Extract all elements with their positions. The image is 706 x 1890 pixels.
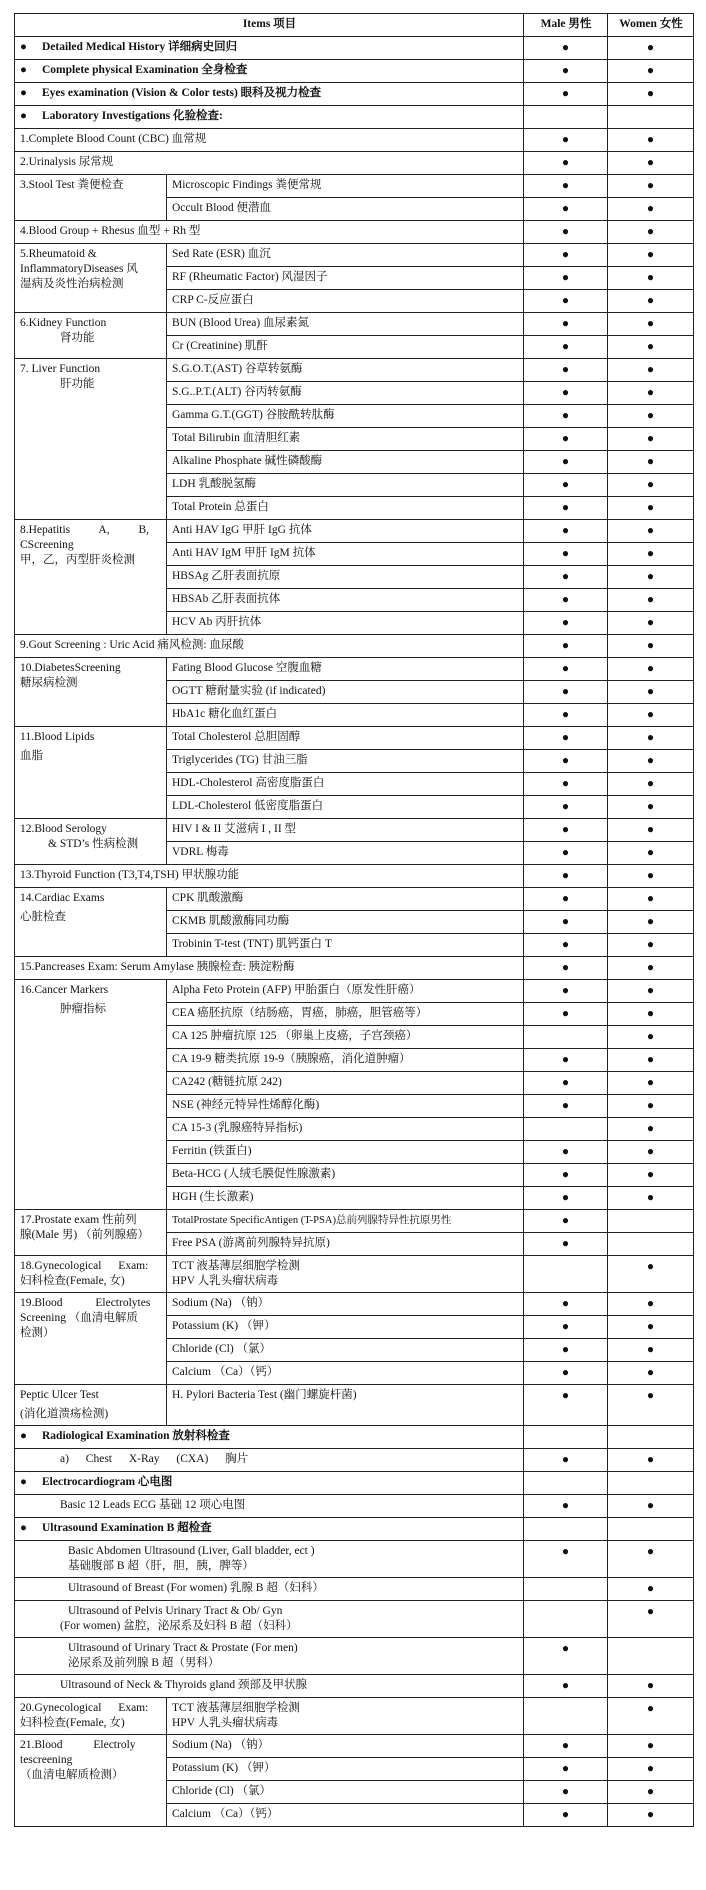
group-label: 12.Blood Serology & STD’s 性病检测 — [15, 819, 167, 865]
women-mark: ● — [608, 543, 694, 566]
item-cell: TotalProstate SpecificAntigen (T-PSA)总前列腺特异性抗原男性 — [167, 1210, 524, 1233]
male-mark: ● — [524, 566, 608, 589]
item-cell: ● Eyes examination (Vision & Color tests) 眼科及视力检查 — [15, 83, 524, 106]
group-label: 17.Prostate exam 性前列 腺(Male 男) （前列腺癌） — [15, 1210, 167, 1256]
item-cell: Anti HAV IgM 甲肝 IgM 抗体 — [167, 543, 524, 566]
table-row — [15, 359, 694, 382]
group-label: 5.Rheumatoid & InflammatoryDiseases 风 湿病及炎性治病检测 — [15, 244, 167, 313]
table-row — [15, 520, 694, 543]
header-women: Women 女性 — [608, 14, 694, 37]
women-mark: ● — [608, 1164, 694, 1187]
table-row — [15, 1449, 694, 1472]
women-mark: ● — [608, 1003, 694, 1026]
item-cell: CA242 (糖链抗原 242) — [167, 1072, 524, 1095]
women-mark: ● — [608, 1601, 694, 1638]
women-mark: ● — [608, 1072, 694, 1095]
item-cell: 2.Urinalysis 尿常规 — [15, 152, 524, 175]
group-label: 16.Cancer Markers 肿瘤指标 — [15, 980, 167, 1210]
item-cell: Ultrasound of Pelvis Urinary Tract & Ob/ Gyn (For women) 盆腔，泌尿系及妇科 B 超（妇科） — [15, 1601, 524, 1638]
women-mark: ● — [608, 865, 694, 888]
item-cell: Basic Abdomen Ultrasound (Liver, Gall bladder, ect ) 基础腹部 B 超（肝，胆，胰，脾等） — [15, 1541, 524, 1578]
item-cell: Occult Blood 便潜血 — [167, 198, 524, 221]
women-mark: ● — [608, 1095, 694, 1118]
item-cell: Trobinin T-test (TNT) 肌钙蛋白 T — [167, 934, 524, 957]
item-cell: Sodium (Na) （钠） — [167, 1293, 524, 1316]
women-mark: ● — [608, 221, 694, 244]
item-cell: OGTT 糖耐量实验 (if indicated) — [167, 681, 524, 704]
women-mark: ● — [608, 957, 694, 980]
male-mark: ● — [524, 1638, 608, 1675]
male-mark: ● — [524, 1541, 608, 1578]
women-mark: ● — [608, 497, 694, 520]
item-cell: Potassium (K) （钾） — [167, 1758, 524, 1781]
item-cell: 15.Pancreases Exam: Serum Amylase 胰腺检查: 胰淀粉酶 — [15, 957, 524, 980]
item-cell: 1.Complete Blood Count (CBC) 血常规 — [15, 129, 524, 152]
item-cell: 9.Gout Screening : Uric Acid 痛风检测: 血尿酸 — [15, 635, 524, 658]
item-cell: 4.Blood Group + Rhesus 血型 + Rh 型 — [15, 221, 524, 244]
group-label: 21.Blood Electroly tescreening （血清电解质检测） — [15, 1735, 167, 1827]
women-mark: ● — [608, 612, 694, 635]
group-label: 14.Cardiac Exams 心脏检查 — [15, 888, 167, 957]
item-cell: Potassium (K) （钾） — [167, 1316, 524, 1339]
item-cell: HDL-Cholesterol 高密度脂蛋白 — [167, 773, 524, 796]
item-cell: Cr (Creatinine) 肌酐 — [167, 336, 524, 359]
item-cell: Alkaline Phosphate 碱性磷酸酶 — [167, 451, 524, 474]
table-row — [15, 313, 694, 336]
table-row — [15, 152, 694, 175]
section-heading: ● Radiological Examination 放射科检查 — [15, 1426, 524, 1449]
male-mark: ● — [524, 1293, 608, 1316]
male-mark: ● — [524, 957, 608, 980]
bullet-icon: ● — [20, 1522, 27, 1534]
women-mark: ● — [608, 727, 694, 750]
table-row — [15, 106, 694, 129]
women-mark: ● — [608, 934, 694, 957]
male-mark: ● — [524, 83, 608, 106]
male-mark: ● — [524, 1385, 608, 1426]
table-row — [15, 819, 694, 842]
item-cell: CA 19-9 糖类抗原 19-9（胰腺癌，消化道肿瘤） — [167, 1049, 524, 1072]
item-cell: a) Chest X-Ray (CXA) 胸片 — [15, 1449, 524, 1472]
item-cell: 13.Thyroid Function (T3,T4,TSH) 甲状腺功能 — [15, 865, 524, 888]
item-cell: CEA 癌胚抗原（结肠癌，胃癌，肺癌，胆管癌等） — [167, 1003, 524, 1026]
male-mark: ● — [524, 244, 608, 267]
item-cell: Total Bilirubin 血清胆红素 — [167, 428, 524, 451]
table-row — [15, 957, 694, 980]
item-cell: LDH 乳酸脱氢酶 — [167, 474, 524, 497]
table-row — [15, 1541, 694, 1578]
women-mark: ● — [608, 267, 694, 290]
group-label: 6.Kidney Function 肾功能 — [15, 313, 167, 359]
table-row — [15, 244, 694, 267]
group-label: 18.Gynecological Exam: 妇科检查(Female, 女) — [15, 1256, 167, 1293]
male-mark: ● — [524, 267, 608, 290]
table-row — [15, 37, 694, 60]
item-cell: Chloride (Cl) （氯） — [167, 1339, 524, 1362]
women-mark: ● — [608, 83, 694, 106]
group-label: 3.Stool Test 粪便检查 — [15, 175, 167, 221]
women-mark: ● — [608, 681, 694, 704]
women-mark: ● — [608, 405, 694, 428]
table-row — [15, 658, 694, 681]
item-cell: Basic 12 Leads ECG 基础 12 项心电图 — [15, 1495, 524, 1518]
bullet-icon: ● — [20, 87, 27, 99]
table-row — [15, 980, 694, 1003]
male-mark: ● — [524, 1141, 608, 1164]
item-cell: Calcium （Ca）（钙） — [167, 1362, 524, 1385]
women-mark: ● — [608, 1385, 694, 1426]
item-cell: CPK 肌酸激酶 — [167, 888, 524, 911]
item-cell: Chloride (Cl) （氯） — [167, 1781, 524, 1804]
women-mark: ● — [608, 888, 694, 911]
item-cell: Sodium (Na) （钠） — [167, 1735, 524, 1758]
male-mark: ● — [524, 474, 608, 497]
women-mark: ● — [608, 980, 694, 1003]
male-mark: ● — [524, 750, 608, 773]
header-male: Male 男性 — [524, 14, 608, 37]
item-cell: CKMB 肌酸激酶同功酶 — [167, 911, 524, 934]
women-mark: ● — [608, 773, 694, 796]
item-cell: S.G..P.T.(ALT) 谷丙转氨酶 — [167, 382, 524, 405]
item-cell: HBSAb 乙肝表面抗体 — [167, 589, 524, 612]
women-mark: ● — [608, 842, 694, 865]
women-mark: ● — [608, 1026, 694, 1049]
women-mark: ● — [608, 819, 694, 842]
table-row — [15, 1735, 694, 1758]
male-mark: ● — [524, 382, 608, 405]
bullet-icon: ● — [20, 41, 27, 53]
table-row — [15, 1293, 694, 1316]
group-label: 19.Blood Electrolytes Screening （血清电解质 检测） — [15, 1293, 167, 1385]
women-mark: ● — [608, 635, 694, 658]
table-row — [15, 865, 694, 888]
male-mark: ● — [524, 842, 608, 865]
male-mark: ● — [524, 1758, 608, 1781]
item-cell: LDL-Cholesterol 低密度脂蛋白 — [167, 796, 524, 819]
male-mark: ● — [524, 1449, 608, 1472]
item-cell: TCT 液基薄层细胞学检测 HPV 人乳头瘤状病毒 — [167, 1256, 524, 1293]
male-mark: ● — [524, 1675, 608, 1698]
table-row — [15, 1675, 694, 1698]
item-cell: Total Cholesterol 总胆固醇 — [167, 727, 524, 750]
item-cell: HCV Ab 丙肝抗体 — [167, 612, 524, 635]
male-mark: ● — [524, 1735, 608, 1758]
item-cell: VDRL 梅毒 — [167, 842, 524, 865]
bullet-icon: ● — [20, 1476, 27, 1488]
item-cell: H. Pylori Bacteria Test (幽门螺旋杆菌) — [167, 1385, 524, 1426]
item-cell: S.G.O.T.(AST) 谷草转氨酶 — [167, 359, 524, 382]
women-mark: ● — [608, 175, 694, 198]
group-label: 20.Gynecological Exam: 妇科检查(Female, 女) — [15, 1698, 167, 1735]
male-mark: ● — [524, 1781, 608, 1804]
male-mark: ● — [524, 1233, 608, 1256]
table-row — [15, 221, 694, 244]
item-cell: Free PSA (游离前列腺特异抗原) — [167, 1233, 524, 1256]
item-cell: Ultrasound of Neck & Thyroids gland 颈部及甲状腺 — [15, 1675, 524, 1698]
women-mark: ● — [608, 1449, 694, 1472]
group-label: 7. Liver Function 肝功能 — [15, 359, 167, 520]
male-mark: ● — [524, 934, 608, 957]
women-mark: ● — [608, 704, 694, 727]
table-row — [15, 1601, 694, 1638]
male-mark: ● — [524, 727, 608, 750]
women-mark: ● — [608, 382, 694, 405]
male-mark: ● — [524, 129, 608, 152]
male-mark: ● — [524, 1003, 608, 1026]
male-mark: ● — [524, 865, 608, 888]
male-mark: ● — [524, 198, 608, 221]
header-row — [15, 14, 694, 37]
male-mark: ● — [524, 1210, 608, 1233]
male-mark: ● — [524, 980, 608, 1003]
item-cell: Triglycerides (TG) 甘油三脂 — [167, 750, 524, 773]
male-mark: ● — [524, 221, 608, 244]
male-mark: ● — [524, 520, 608, 543]
male-mark: ● — [524, 1495, 608, 1518]
women-mark: ● — [608, 428, 694, 451]
male-mark: ● — [524, 1804, 608, 1827]
women-mark: ● — [608, 1049, 694, 1072]
women-mark: ● — [608, 911, 694, 934]
male-mark: ● — [524, 635, 608, 658]
male-mark: ● — [524, 1362, 608, 1385]
male-mark: ● — [524, 773, 608, 796]
women-mark: ● — [608, 152, 694, 175]
women-mark: ● — [608, 520, 694, 543]
item-cell: Ultrasound of Breast (For women) 乳腺 B 超（妇科） — [15, 1578, 524, 1601]
women-mark: ● — [608, 1758, 694, 1781]
women-mark: ● — [608, 244, 694, 267]
women-mark: ● — [608, 1316, 694, 1339]
table-row — [15, 1495, 694, 1518]
women-mark: ● — [608, 1495, 694, 1518]
table-row — [15, 1698, 694, 1735]
item-cell: HGH (生长激素) — [167, 1187, 524, 1210]
item-cell: Gamma G.T.(GGT) 谷胺酰转肽酶 — [167, 405, 524, 428]
women-mark: ● — [608, 1256, 694, 1293]
table-row — [15, 1518, 694, 1541]
male-mark: ● — [524, 290, 608, 313]
male-mark: ● — [524, 405, 608, 428]
checkup-items-table — [14, 13, 694, 1827]
item-cell: Sed Rate (ESR) 血沉 — [167, 244, 524, 267]
women-mark: ● — [608, 474, 694, 497]
women-mark: ● — [608, 1578, 694, 1601]
bullet-icon: ● — [20, 1430, 27, 1442]
male-mark: ● — [524, 451, 608, 474]
item-cell: ● Complete physical Examination 全身检查 — [15, 60, 524, 83]
women-mark: ● — [608, 1141, 694, 1164]
item-cell: ● Laboratory Investigations 化验检查: — [15, 106, 524, 129]
women-mark: ● — [608, 359, 694, 382]
item-cell: Fating Blood Glucose 空腹血糖 — [167, 658, 524, 681]
male-mark: ● — [524, 1316, 608, 1339]
male-mark: ● — [524, 428, 608, 451]
women-mark: ● — [608, 1187, 694, 1210]
item-cell: CRP C-反应蛋白 — [167, 290, 524, 313]
male-mark: ● — [524, 681, 608, 704]
male-mark: ● — [524, 152, 608, 175]
women-mark: ● — [608, 589, 694, 612]
male-mark: ● — [524, 1049, 608, 1072]
male-mark: ● — [524, 888, 608, 911]
male-mark: ● — [524, 1095, 608, 1118]
women-mark: ● — [608, 1339, 694, 1362]
table-row — [15, 175, 694, 198]
women-mark: ● — [608, 313, 694, 336]
women-mark: ● — [608, 1541, 694, 1578]
item-cell: BUN (Blood Urea) 血尿素氮 — [167, 313, 524, 336]
table-row — [15, 1638, 694, 1675]
item-cell: NSE (神经元特异性烯醇化酶) — [167, 1095, 524, 1118]
women-mark: ● — [608, 37, 694, 60]
women-mark: ● — [608, 750, 694, 773]
women-mark: ● — [608, 451, 694, 474]
item-cell: CA 125 肿瘤抗原 125 （卵巢上皮癌，子宫颈癌） — [167, 1026, 524, 1049]
male-mark: ● — [524, 1072, 608, 1095]
item-cell: Microscopic Findings 粪便常规 — [167, 175, 524, 198]
male-mark: ● — [524, 336, 608, 359]
women-mark: ● — [608, 1362, 694, 1385]
women-mark: ● — [608, 1804, 694, 1827]
women-mark: ● — [608, 336, 694, 359]
table-row — [15, 888, 694, 911]
group-label: 10.DiabetesScreening 糖尿病检测 — [15, 658, 167, 727]
male-mark: ● — [524, 359, 608, 382]
item-cell: Total Protein 总蛋白 — [167, 497, 524, 520]
item-cell: CA 15-3 (乳腺癌特异指标) — [167, 1118, 524, 1141]
women-mark: ● — [608, 1698, 694, 1735]
women-mark: ● — [608, 129, 694, 152]
women-mark: ● — [608, 198, 694, 221]
male-mark: ● — [524, 313, 608, 336]
item-cell: Ultrasound of Urinary Tract & Prostate (For men) 泌尿系及前列腺 B 超（男科） — [15, 1638, 524, 1675]
item-cell: HIV I & II 艾滋病 I , II 型 — [167, 819, 524, 842]
item-cell: Alpha Feto Protein (AFP) 甲胎蛋白（原发性肝癌） — [167, 980, 524, 1003]
item-cell: Ferritin (铁蛋白) — [167, 1141, 524, 1164]
item-cell: TCT 液基薄层细胞学检测 HPV 人乳头瘤状病毒 — [167, 1698, 524, 1735]
male-mark: ● — [524, 175, 608, 198]
table-row — [15, 1210, 694, 1233]
male-mark: ● — [524, 911, 608, 934]
male-mark: ● — [524, 497, 608, 520]
table-row — [15, 1472, 694, 1495]
women-mark: ● — [608, 658, 694, 681]
women-mark: ● — [608, 290, 694, 313]
bullet-icon: ● — [20, 64, 27, 76]
table-row — [15, 83, 694, 106]
women-mark: ● — [608, 60, 694, 83]
item-cell: RF (Rheumatic Factor) 风湿因子 — [167, 267, 524, 290]
table-row — [15, 1578, 694, 1601]
women-mark: ● — [608, 1781, 694, 1804]
women-mark: ● — [608, 1293, 694, 1316]
male-mark: ● — [524, 60, 608, 83]
section-heading: ● Electrocardiogram 心电图 — [15, 1472, 524, 1495]
women-mark: ● — [608, 796, 694, 819]
item-cell: Beta-HCG (人绒毛膜促性腺激素) — [167, 1164, 524, 1187]
male-mark: ● — [524, 796, 608, 819]
group-label: 8.Hepatitis A, B, CScreening 甲，乙，丙型肝炎检测 — [15, 520, 167, 635]
table-row — [15, 1385, 694, 1426]
women-mark: ● — [608, 1735, 694, 1758]
table-row — [15, 1256, 694, 1293]
male-mark: ● — [524, 1187, 608, 1210]
women-mark: ● — [608, 1675, 694, 1698]
male-mark: ● — [524, 612, 608, 635]
male-mark: ● — [524, 589, 608, 612]
male-mark: ● — [524, 704, 608, 727]
group-label: Peptic Ulcer Test (消化道溃疡检测) — [15, 1385, 167, 1426]
item-cell: ● Detailed Medical History 详细病史回归 — [15, 37, 524, 60]
table-row — [15, 727, 694, 750]
item-cell: Anti HAV IgG 甲肝 IgG 抗体 — [167, 520, 524, 543]
male-mark: ● — [524, 37, 608, 60]
table-row — [15, 635, 694, 658]
table-row — [15, 60, 694, 83]
women-mark: ● — [608, 1118, 694, 1141]
women-mark: ● — [608, 566, 694, 589]
item-cell: HBSAg 乙肝表面抗原 — [167, 566, 524, 589]
bullet-icon: ● — [20, 110, 27, 122]
item-cell: Calcium （Ca）（钙） — [167, 1804, 524, 1827]
header-items: Items 项目 — [15, 14, 524, 37]
male-mark: ● — [524, 543, 608, 566]
male-mark: ● — [524, 1164, 608, 1187]
group-label: 11.Blood Lipids 血脂 — [15, 727, 167, 819]
table-row — [15, 129, 694, 152]
male-mark: ● — [524, 1339, 608, 1362]
male-mark: ● — [524, 658, 608, 681]
item-cell: HbA1c 糖化血红蛋白 — [167, 704, 524, 727]
male-mark: ● — [524, 819, 608, 842]
section-heading: ● Ultrasound Examination B 超检查 — [15, 1518, 524, 1541]
table-row — [15, 1426, 694, 1449]
